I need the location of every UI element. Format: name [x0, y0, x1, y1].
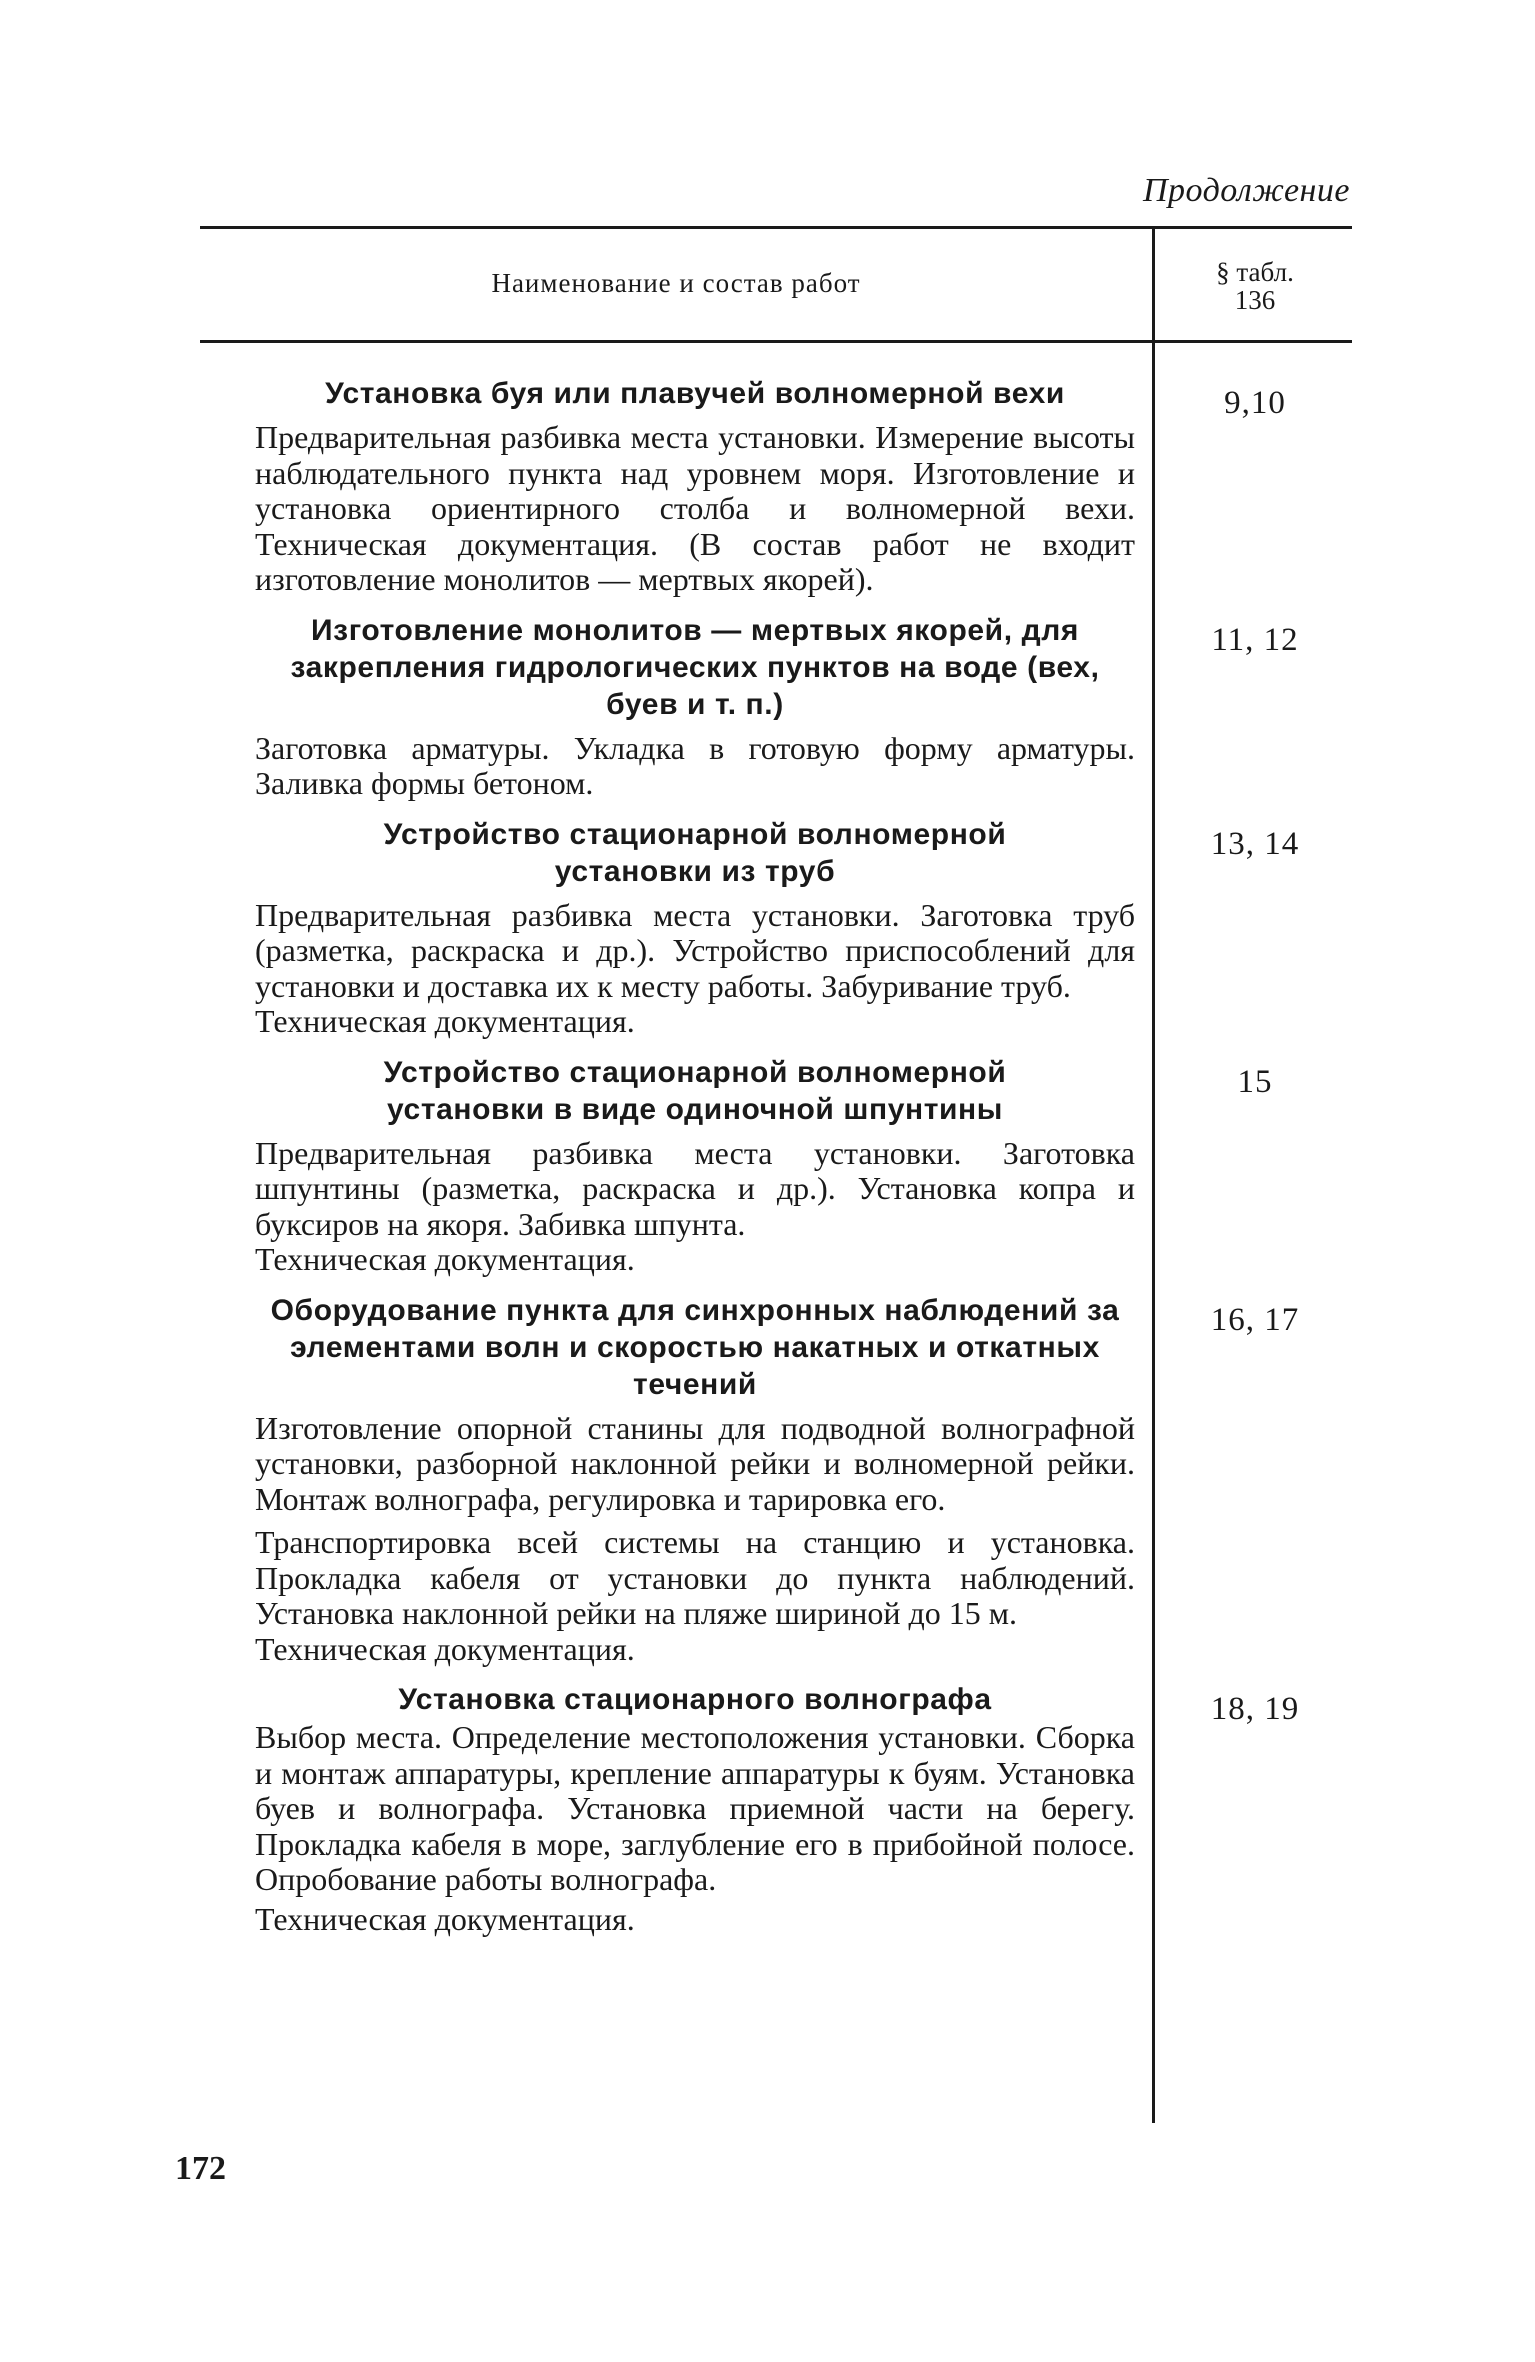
- entry-paragraph: Предварительная разбивка места установки. Заготовка шпунтины (разметка, раскраска и др.). Установка копра и буксиров на якоря. Забивка шпунта.: [255, 1134, 1135, 1242]
- entry-title: Установка буя или плавучей волномерной вехи: [325, 377, 1065, 410]
- work-entry: [255, 1054, 1273, 1278]
- work-entry: [255, 816, 1300, 1040]
- entry-body: [255, 420, 1135, 598]
- entry-table-ref: 13, 14: [1210, 825, 1300, 862]
- entry-paragraph: Транспортировка всей системы на станцию и установка. Прокладка кабеля от установки до пункта наблюдений. Установка наклонной рейки на пляже шириной до 15 м.: [255, 1524, 1135, 1631]
- entry-paragraph: Техническая документация.: [255, 1630, 635, 1667]
- continuation-label: Продолжение: [1142, 172, 1350, 209]
- entry-title: Изготовление монолитов — мертвых якорей, для закрепления гидрологических пунктов на воде (вех, буев и т. п.): [290, 613, 1100, 721]
- entry-paragraph: Заготовка арматуры. Укладка в готовую форму арматуры. Заливка формы бетоном.: [255, 729, 1135, 801]
- entry-body: [255, 1720, 1135, 1937]
- entry-title: Устройство стационарной волномерной установки из труб: [383, 817, 1007, 888]
- entry-body: [255, 1411, 1135, 1668]
- entry-body: [255, 898, 1135, 1040]
- column-header-ref-line2: 136: [1234, 285, 1276, 315]
- column-divider: [1152, 228, 1155, 2123]
- entry-table-ref: 16, 17: [1210, 1301, 1300, 1338]
- entry-paragraph: Техническая документация.: [255, 1241, 635, 1277]
- entry-paragraph: Техническая документация.: [255, 1900, 635, 1937]
- work-entry: [255, 1681, 1300, 1937]
- entry-body: [255, 1136, 1135, 1278]
- column-header-name: Наименование и состав работ: [491, 268, 861, 298]
- entry-title: Оборудование пункта для синхронных наблюдений за элементами волн и скоростью накатных и откатных течений: [270, 1293, 1120, 1401]
- entry-table-ref: 11, 12: [1211, 621, 1299, 658]
- table-header-rule: [200, 340, 1352, 343]
- entry-body: [255, 731, 1135, 802]
- work-entries: [255, 375, 1300, 1937]
- column-header-ref: [1158, 258, 1352, 314]
- page-number: 172: [175, 2150, 226, 2187]
- entry-paragraph: Выбор места. Определение местоположения установки. Сборка и монтаж аппаратуры, крепление аппаратуры к буям. Установка буев и волнографа. Установка приемной части на берегу. Прокладка кабеля в море, заглубление его в прибойной полосе. Опробование работы волнографа.: [255, 1719, 1135, 1897]
- entry-table-ref: 15: [1237, 1063, 1273, 1100]
- entry-paragraph: Изготовление опорной станины для подводной волнографной установки, разборной наклонной рейки и волномерной рейки. Монтаж волнографа, регулировка и тарировка его.: [255, 1409, 1135, 1517]
- entry-paragraph: Техническая документация.: [255, 1003, 635, 1039]
- table-top-rule: [200, 226, 1352, 229]
- entry-title: Устройство стационарной волномерной установки в виде одиночной шпунтины: [383, 1055, 1007, 1126]
- work-entry: [255, 612, 1299, 802]
- entry-paragraph: Предварительная разбивка места установки. Заготовка труб (разметка, раскраска и др.). Устройство приспособлений для установки и доставка их к месту работы. Забуривание труб.: [255, 896, 1135, 1004]
- entry-title: Установка стационарного волнографа: [398, 1683, 992, 1716]
- entry-paragraph: Предварительная разбивка места установки. Измерение высоты наблюдательного пункта над уровнем моря. Изготовление и установка ориентирного столба и волномерной вехи. Техническая документация. (В состав работ не входит изготовление монолитов — мертвых якорей).: [255, 419, 1135, 597]
- column-header-ref-line1: § табл.: [1216, 257, 1294, 287]
- work-entry: [255, 375, 1286, 598]
- entry-table-ref: 9,10: [1224, 385, 1286, 421]
- entry-table-ref: 18, 19: [1210, 1691, 1300, 1727]
- work-entry: [255, 1292, 1300, 1668]
